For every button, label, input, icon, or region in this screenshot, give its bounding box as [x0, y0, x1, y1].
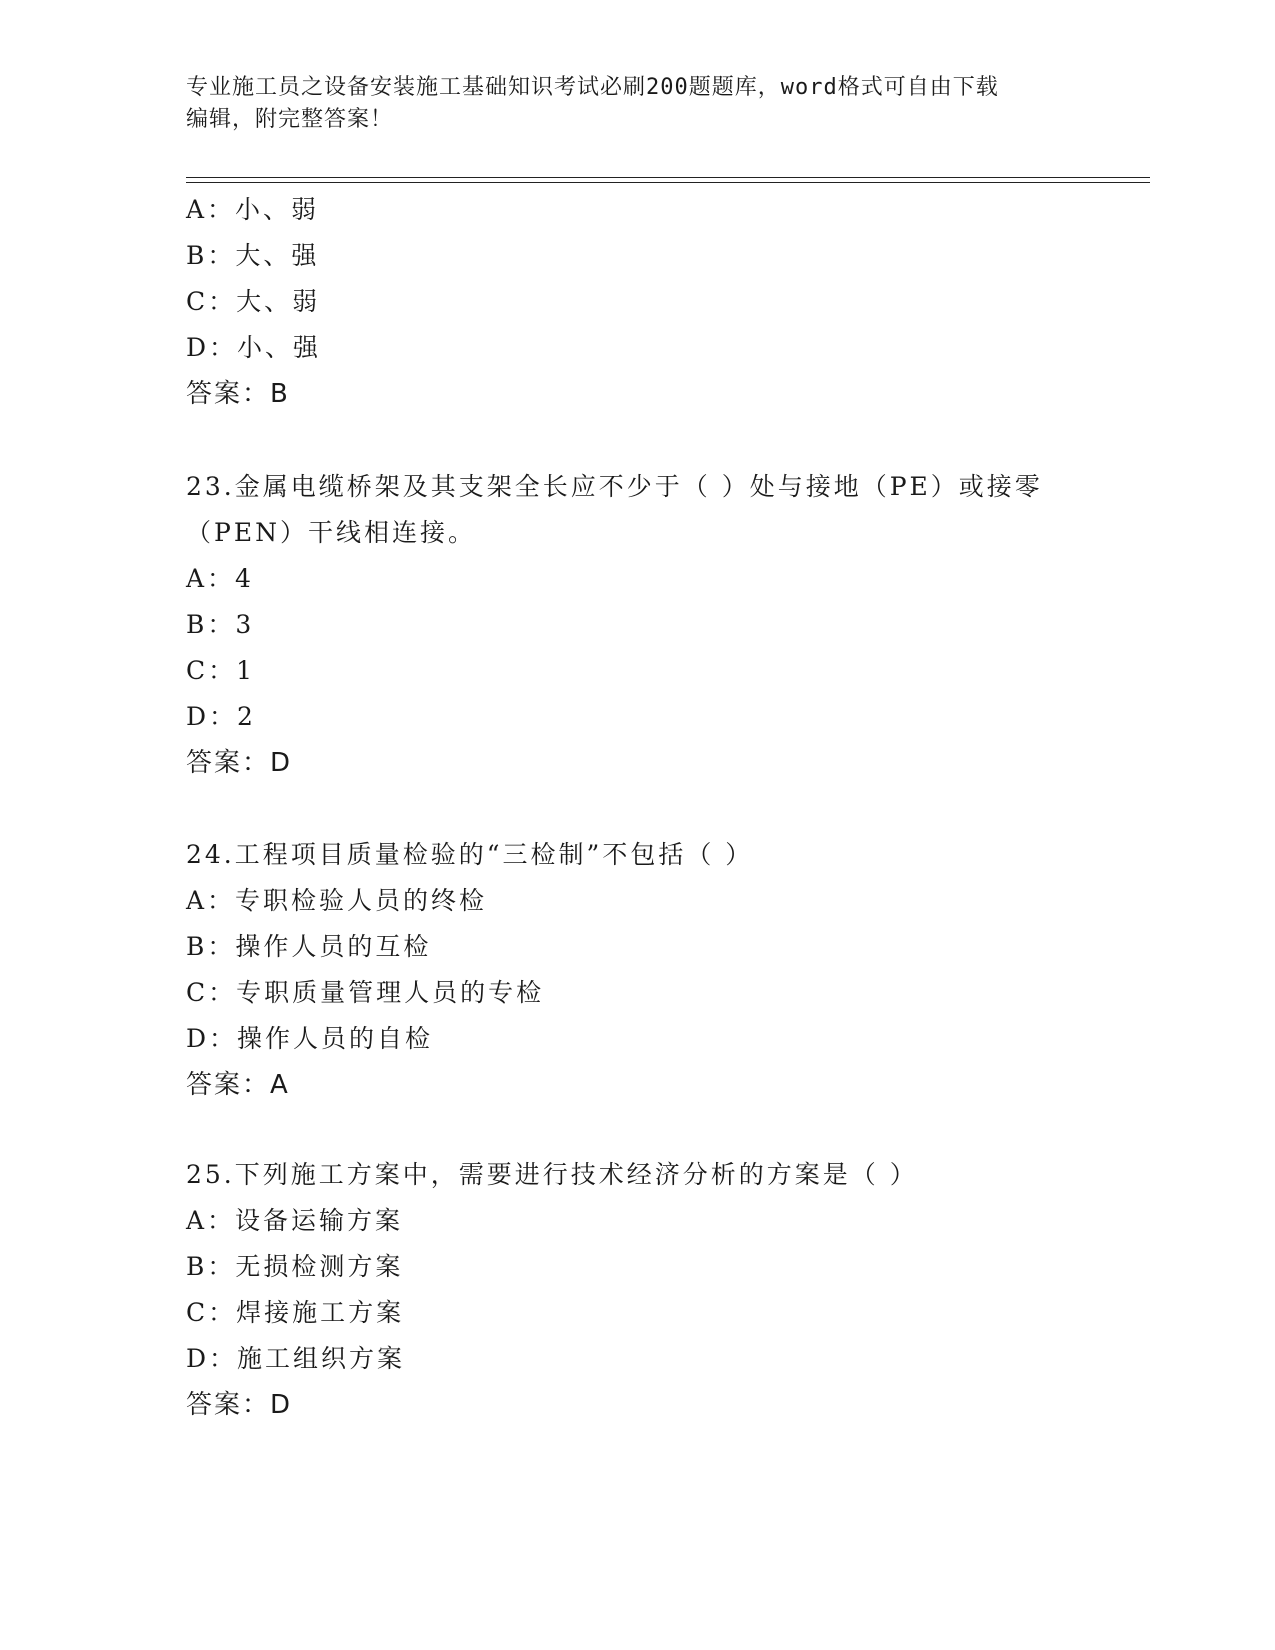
- option-a: A：小、弱: [186, 195, 320, 224]
- option-b: B：操作人员的互检: [186, 932, 432, 961]
- option-c: C：焊接施工方案: [186, 1298, 405, 1327]
- question-23-block: [186, 464, 1146, 786]
- option-b: B：大、强: [186, 241, 320, 270]
- answer-line: 答案：D: [186, 748, 293, 778]
- option-c: C：大、弱: [186, 287, 321, 316]
- option-d: D：小、强: [186, 333, 322, 362]
- option-d: D：施工组织方案: [186, 1344, 406, 1373]
- option-a: A：4: [186, 564, 254, 593]
- option-d: D：操作人员的自检: [186, 1024, 434, 1053]
- answer-line: 答案：A: [186, 1070, 290, 1100]
- question-title-line-1: 23.金属电缆桥架及其支架全长应不少于（ ）处与接地（PE）或接零: [186, 472, 1043, 501]
- option-b: B：无损检测方案: [186, 1252, 404, 1281]
- question-22-block: [186, 187, 1146, 417]
- header-line-2: 编辑，附完整答案！: [186, 107, 394, 132]
- header-divider-top: [186, 177, 1150, 178]
- option-c: C：1: [186, 656, 256, 685]
- question-24-block: [186, 832, 1146, 1108]
- header-divider-bottom: [186, 182, 1150, 183]
- question-title-line-1: 24.工程项目质量检验的“三检制”不包括（ ）: [186, 840, 754, 869]
- question-title-line-2: （PEN）干线相连接。: [186, 518, 476, 547]
- header-line-1: 专业施工员之设备安装施工基础知识考试必刷200题题库，word格式可自由下载: [186, 75, 999, 100]
- answer-line: 答案：B: [186, 379, 290, 409]
- option-c: C：专职质量管理人员的专检: [186, 978, 545, 1007]
- document-header: [186, 72, 1066, 136]
- question-25-block: [186, 1152, 1146, 1428]
- option-b: B：3: [186, 610, 255, 639]
- option-a: A：设备运输方案: [186, 1206, 404, 1235]
- answer-line: 答案：D: [186, 1390, 293, 1420]
- option-a: A：专职检验人员的终检: [186, 886, 488, 915]
- question-title-line-1: 25.下列施工方案中，需要进行技术经济分析的方案是（ ）: [186, 1160, 918, 1189]
- option-d: D：2: [186, 702, 256, 731]
